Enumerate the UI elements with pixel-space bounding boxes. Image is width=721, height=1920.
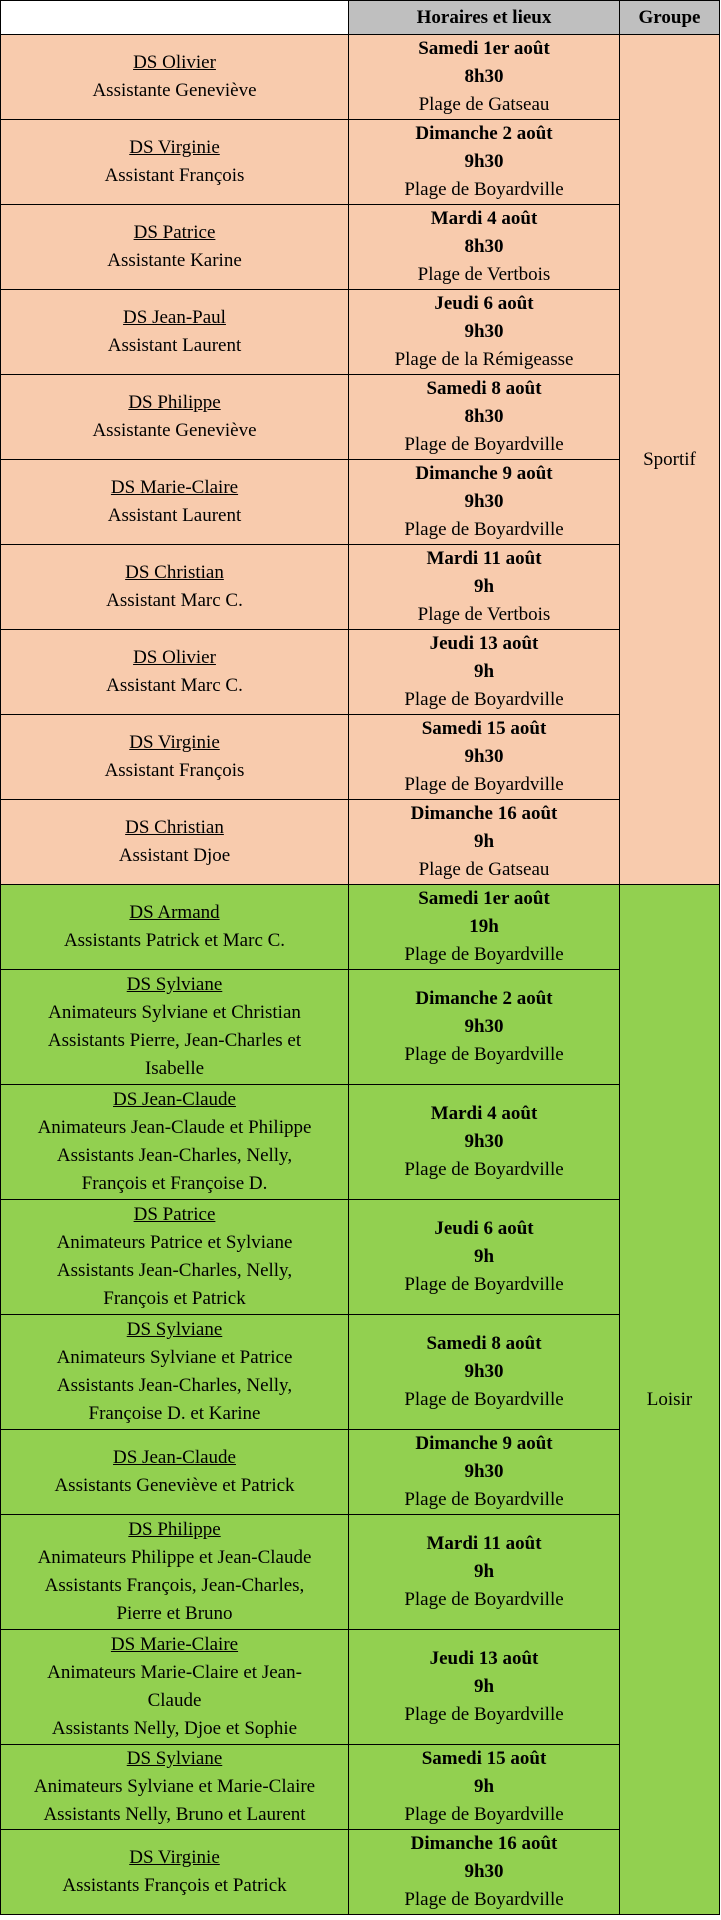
- staff-cell: [1, 1630, 349, 1745]
- ds-name: DS Jean-Claude: [113, 1447, 236, 1468]
- session-time: 9h: [473, 576, 495, 597]
- staff-line: François et Patrick: [103, 1288, 246, 1309]
- staff-line: Animateurs Jean-Claude et Philippe: [37, 1117, 312, 1138]
- schedule-cell: [349, 375, 620, 460]
- session-day: Jeudi 6 août: [434, 1218, 534, 1239]
- session-day: Dimanche 16 août: [410, 1833, 558, 1854]
- session-day: Dimanche 2 août: [415, 988, 553, 1009]
- schedule-row: [1, 630, 720, 715]
- schedule-row: [1, 1745, 720, 1830]
- session-place: Plage de Boyardville: [404, 1389, 564, 1410]
- schedule-row: [1, 800, 720, 885]
- session-day: Samedi 8 août: [426, 1333, 542, 1354]
- session-day: Jeudi 13 août: [429, 1648, 539, 1669]
- staff-line: Assistants Jean-Charles, Nelly,: [56, 1375, 293, 1396]
- session-time: 9h30: [464, 746, 504, 767]
- staff-line: Animateurs Philippe et Jean-Claude: [37, 1547, 312, 1568]
- session-time: 9h: [473, 661, 495, 682]
- staff-cell: [1, 970, 349, 1085]
- ds-name: DS Virginie: [129, 732, 220, 753]
- session-day: Jeudi 13 août: [429, 633, 539, 654]
- header-row: [1, 1, 720, 35]
- staff-cell: [1, 885, 349, 970]
- session-time: 9h30: [464, 321, 504, 342]
- schedule-row: [1, 545, 720, 630]
- staff-cell: [1, 290, 349, 375]
- session-place: Plage de Vertbois: [417, 604, 551, 625]
- staff-line: Assistant Laurent: [107, 335, 242, 356]
- staff-line: Assistant François: [104, 760, 245, 781]
- session-day: Samedi 15 août: [421, 1748, 547, 1769]
- session-place: Plage de Boyardville: [404, 1159, 564, 1180]
- session-day: Samedi 1er août: [418, 888, 550, 909]
- staff-cell: [1, 205, 349, 290]
- schedule-cell: [349, 1515, 620, 1630]
- schedule-row: [1, 1630, 720, 1745]
- group-cell: Sportif: [620, 35, 720, 885]
- session-place: Plage de Boyardville: [404, 1274, 564, 1295]
- session-day: Dimanche 16 août: [410, 803, 558, 824]
- header-schedule: Horaires et lieux: [349, 1, 620, 35]
- session-time: 9h30: [464, 491, 504, 512]
- schedule-row: [1, 715, 720, 800]
- staff-line: Assistant François: [104, 165, 245, 186]
- ds-name: DS Virginie: [129, 1847, 220, 1868]
- session-day: Jeudi 6 août: [434, 293, 534, 314]
- staff-line: Assistants Nelly, Bruno et Laurent: [43, 1804, 306, 1825]
- staff-line: Assistant Marc C.: [106, 675, 243, 696]
- session-day: Dimanche 9 août: [415, 1433, 553, 1454]
- staff-line: Assistants Jean-Charles, Nelly,: [56, 1260, 293, 1281]
- staff-cell: [1, 120, 349, 205]
- ds-name: DS Christian: [125, 817, 224, 838]
- schedule-row: [1, 885, 720, 970]
- ds-name: DS Philippe: [128, 392, 221, 413]
- schedule-row: [1, 1200, 720, 1315]
- staff-line: Assistants Nelly, Djoe et Sophie: [51, 1718, 298, 1739]
- session-day: Mardi 11 août: [426, 548, 542, 569]
- ds-name: DS Marie-Claire: [110, 1634, 239, 1655]
- schedule-cell: [349, 1315, 620, 1430]
- session-day: Samedi 1er août: [418, 38, 550, 59]
- ds-name: DS Marie-Claire: [110, 477, 239, 498]
- schedule-cell: [349, 885, 620, 970]
- session-time: 8h30: [464, 406, 504, 427]
- staff-cell: [1, 630, 349, 715]
- schedule-cell: [349, 1630, 620, 1745]
- schedule-cell: [349, 545, 620, 630]
- schedule-cell: [349, 35, 620, 120]
- ds-name: DS Armand: [129, 902, 220, 923]
- schedule-row: [1, 375, 720, 460]
- session-place: Plage de Boyardville: [404, 179, 564, 200]
- session-place: Plage de Boyardville: [404, 1044, 564, 1065]
- schedule-cell: [349, 1745, 620, 1830]
- session-time: 9h: [473, 1246, 495, 1267]
- staff-line: Animateurs Sylviane et Patrice: [56, 1347, 293, 1368]
- schedule-row: [1, 120, 720, 205]
- ds-name: DS Virginie: [129, 137, 220, 158]
- session-place: Plage de Gatseau: [418, 859, 550, 880]
- schedule-row: [1, 205, 720, 290]
- session-place: Plage de Boyardville: [404, 689, 564, 710]
- ds-name: DS Patrice: [133, 1204, 216, 1225]
- ds-name: DS Sylviane: [126, 1748, 223, 1769]
- staff-line: Isabelle: [144, 1058, 205, 1079]
- staff-cell: [1, 715, 349, 800]
- session-place: Plage de Boyardville: [404, 519, 564, 540]
- staff-line: Assistante Geneviève: [92, 420, 257, 441]
- staff-cell: [1, 1315, 349, 1430]
- schedule-cell: [349, 120, 620, 205]
- session-place: Plage de la Rémigeasse: [394, 349, 574, 370]
- staff-cell: [1, 1515, 349, 1630]
- schedule-cell: [349, 970, 620, 1085]
- session-time: 9h30: [464, 1361, 504, 1382]
- staff-cell: [1, 1430, 349, 1515]
- session-time: 9h30: [464, 1016, 504, 1037]
- schedule-row: [1, 35, 720, 120]
- ds-name: DS Jean-Claude: [113, 1089, 236, 1110]
- ds-name: DS Christian: [125, 562, 224, 583]
- staff-line: Assistant Laurent: [107, 505, 242, 526]
- ds-name: DS Sylviane: [126, 1319, 223, 1340]
- session-day: Mardi 4 août: [430, 208, 538, 229]
- staff-cell: [1, 1200, 349, 1315]
- session-place: Plage de Boyardville: [404, 434, 564, 455]
- schedule-row: [1, 1430, 720, 1515]
- session-time: 9h30: [464, 1461, 504, 1482]
- staff-line: Assistants François et Patrick: [62, 1875, 287, 1896]
- header-empty-cell: [1, 1, 349, 35]
- staff-line: Assistante Geneviève: [92, 80, 257, 101]
- session-day: Samedi 15 août: [421, 718, 547, 739]
- session-time: 19h: [469, 916, 499, 937]
- session-time: 9h: [473, 831, 495, 852]
- staff-cell: [1, 460, 349, 545]
- staff-line: Assistants Jean-Charles, Nelly,: [56, 1145, 293, 1166]
- ds-name: DS Olivier: [133, 52, 216, 73]
- staff-line: Assistant Marc C.: [106, 590, 243, 611]
- session-time: 9h30: [464, 1861, 504, 1882]
- session-place: Plage de Boyardville: [404, 1704, 564, 1725]
- staff-line: Françoise D. et Karine: [88, 1403, 261, 1424]
- header-group: Groupe: [620, 1, 720, 35]
- schedule-cell: [349, 630, 620, 715]
- schedule-row: [1, 1085, 720, 1200]
- schedule-row: [1, 1315, 720, 1430]
- schedule-cell: [349, 800, 620, 885]
- staff-line: Assistante Karine: [107, 250, 242, 271]
- staff-line: Assistants Patrick et Marc C.: [63, 930, 286, 951]
- schedule-row: [1, 460, 720, 545]
- staff-cell: [1, 35, 349, 120]
- schedule-cell: [349, 290, 620, 375]
- session-place: Plage de Boyardville: [404, 1889, 564, 1910]
- staff-line: Animateurs Sylviane et Christian: [48, 1002, 301, 1023]
- group-cell: Loisir: [620, 885, 720, 1915]
- session-time: 8h30: [464, 66, 504, 87]
- schedule-cell: [349, 1200, 620, 1315]
- schedule-row: [1, 970, 720, 1085]
- session-place: Plage de Vertbois: [417, 264, 551, 285]
- staff-cell: [1, 800, 349, 885]
- staff-line: Assistants François, Jean-Charles,: [44, 1575, 305, 1596]
- session-time: 9h: [473, 1676, 495, 1697]
- staff-line: Claude: [147, 1690, 202, 1711]
- staff-line: Assistants Geneviève et Patrick: [54, 1475, 295, 1496]
- session-place: Plage de Boyardville: [404, 1489, 564, 1510]
- session-time: 8h30: [464, 236, 504, 257]
- ds-name: DS Philippe: [128, 1519, 221, 1540]
- schedule-row: [1, 290, 720, 375]
- staff-cell: [1, 1830, 349, 1915]
- session-day: Dimanche 9 août: [415, 463, 553, 484]
- schedule-cell: [349, 460, 620, 545]
- staff-line: Animateurs Patrice et Sylviane: [56, 1232, 293, 1253]
- schedule-cell: [349, 1830, 620, 1915]
- schedule-cell: [349, 1430, 620, 1515]
- staff-line: François et Françoise D.: [81, 1173, 268, 1194]
- session-time: 9h30: [464, 151, 504, 172]
- session-time: 9h30: [464, 1131, 504, 1152]
- staff-line: Animateurs Marie-Claire et Jean-: [47, 1662, 302, 1683]
- session-time: 9h: [473, 1561, 495, 1582]
- session-day: Mardi 4 août: [430, 1103, 538, 1124]
- schedule-row: [1, 1515, 720, 1630]
- schedule-cell: [349, 205, 620, 290]
- staff-line: Assistants Pierre, Jean-Charles et: [47, 1030, 302, 1051]
- ds-name: DS Sylviane: [126, 974, 223, 995]
- schedule-row: [1, 1830, 720, 1915]
- session-day: Mardi 11 août: [426, 1533, 542, 1554]
- staff-line: Assistant Djoe: [118, 845, 231, 866]
- schedule-body: [1, 35, 720, 1915]
- ds-name: DS Olivier: [133, 647, 216, 668]
- ds-name: DS Jean-Paul: [123, 307, 226, 328]
- staff-line: Animateurs Sylviane et Marie-Claire: [33, 1776, 316, 1797]
- staff-cell: [1, 1745, 349, 1830]
- session-day: Samedi 8 août: [426, 378, 542, 399]
- ds-name: DS Patrice: [133, 222, 216, 243]
- session-place: Plage de Boyardville: [404, 774, 564, 795]
- session-place: Plage de Boyardville: [404, 1589, 564, 1610]
- session-place: Plage de Boyardville: [404, 1804, 564, 1825]
- staff-cell: [1, 1085, 349, 1200]
- session-place: Plage de Gatseau: [418, 94, 550, 115]
- schedule-cell: [349, 1085, 620, 1200]
- staff-cell: [1, 545, 349, 630]
- schedule-cell: [349, 715, 620, 800]
- staff-line: Pierre et Bruno: [116, 1603, 233, 1624]
- session-place: Plage de Boyardville: [404, 944, 564, 965]
- staff-cell: [1, 375, 349, 460]
- session-time: 9h: [473, 1776, 495, 1797]
- session-day: Dimanche 2 août: [415, 123, 553, 144]
